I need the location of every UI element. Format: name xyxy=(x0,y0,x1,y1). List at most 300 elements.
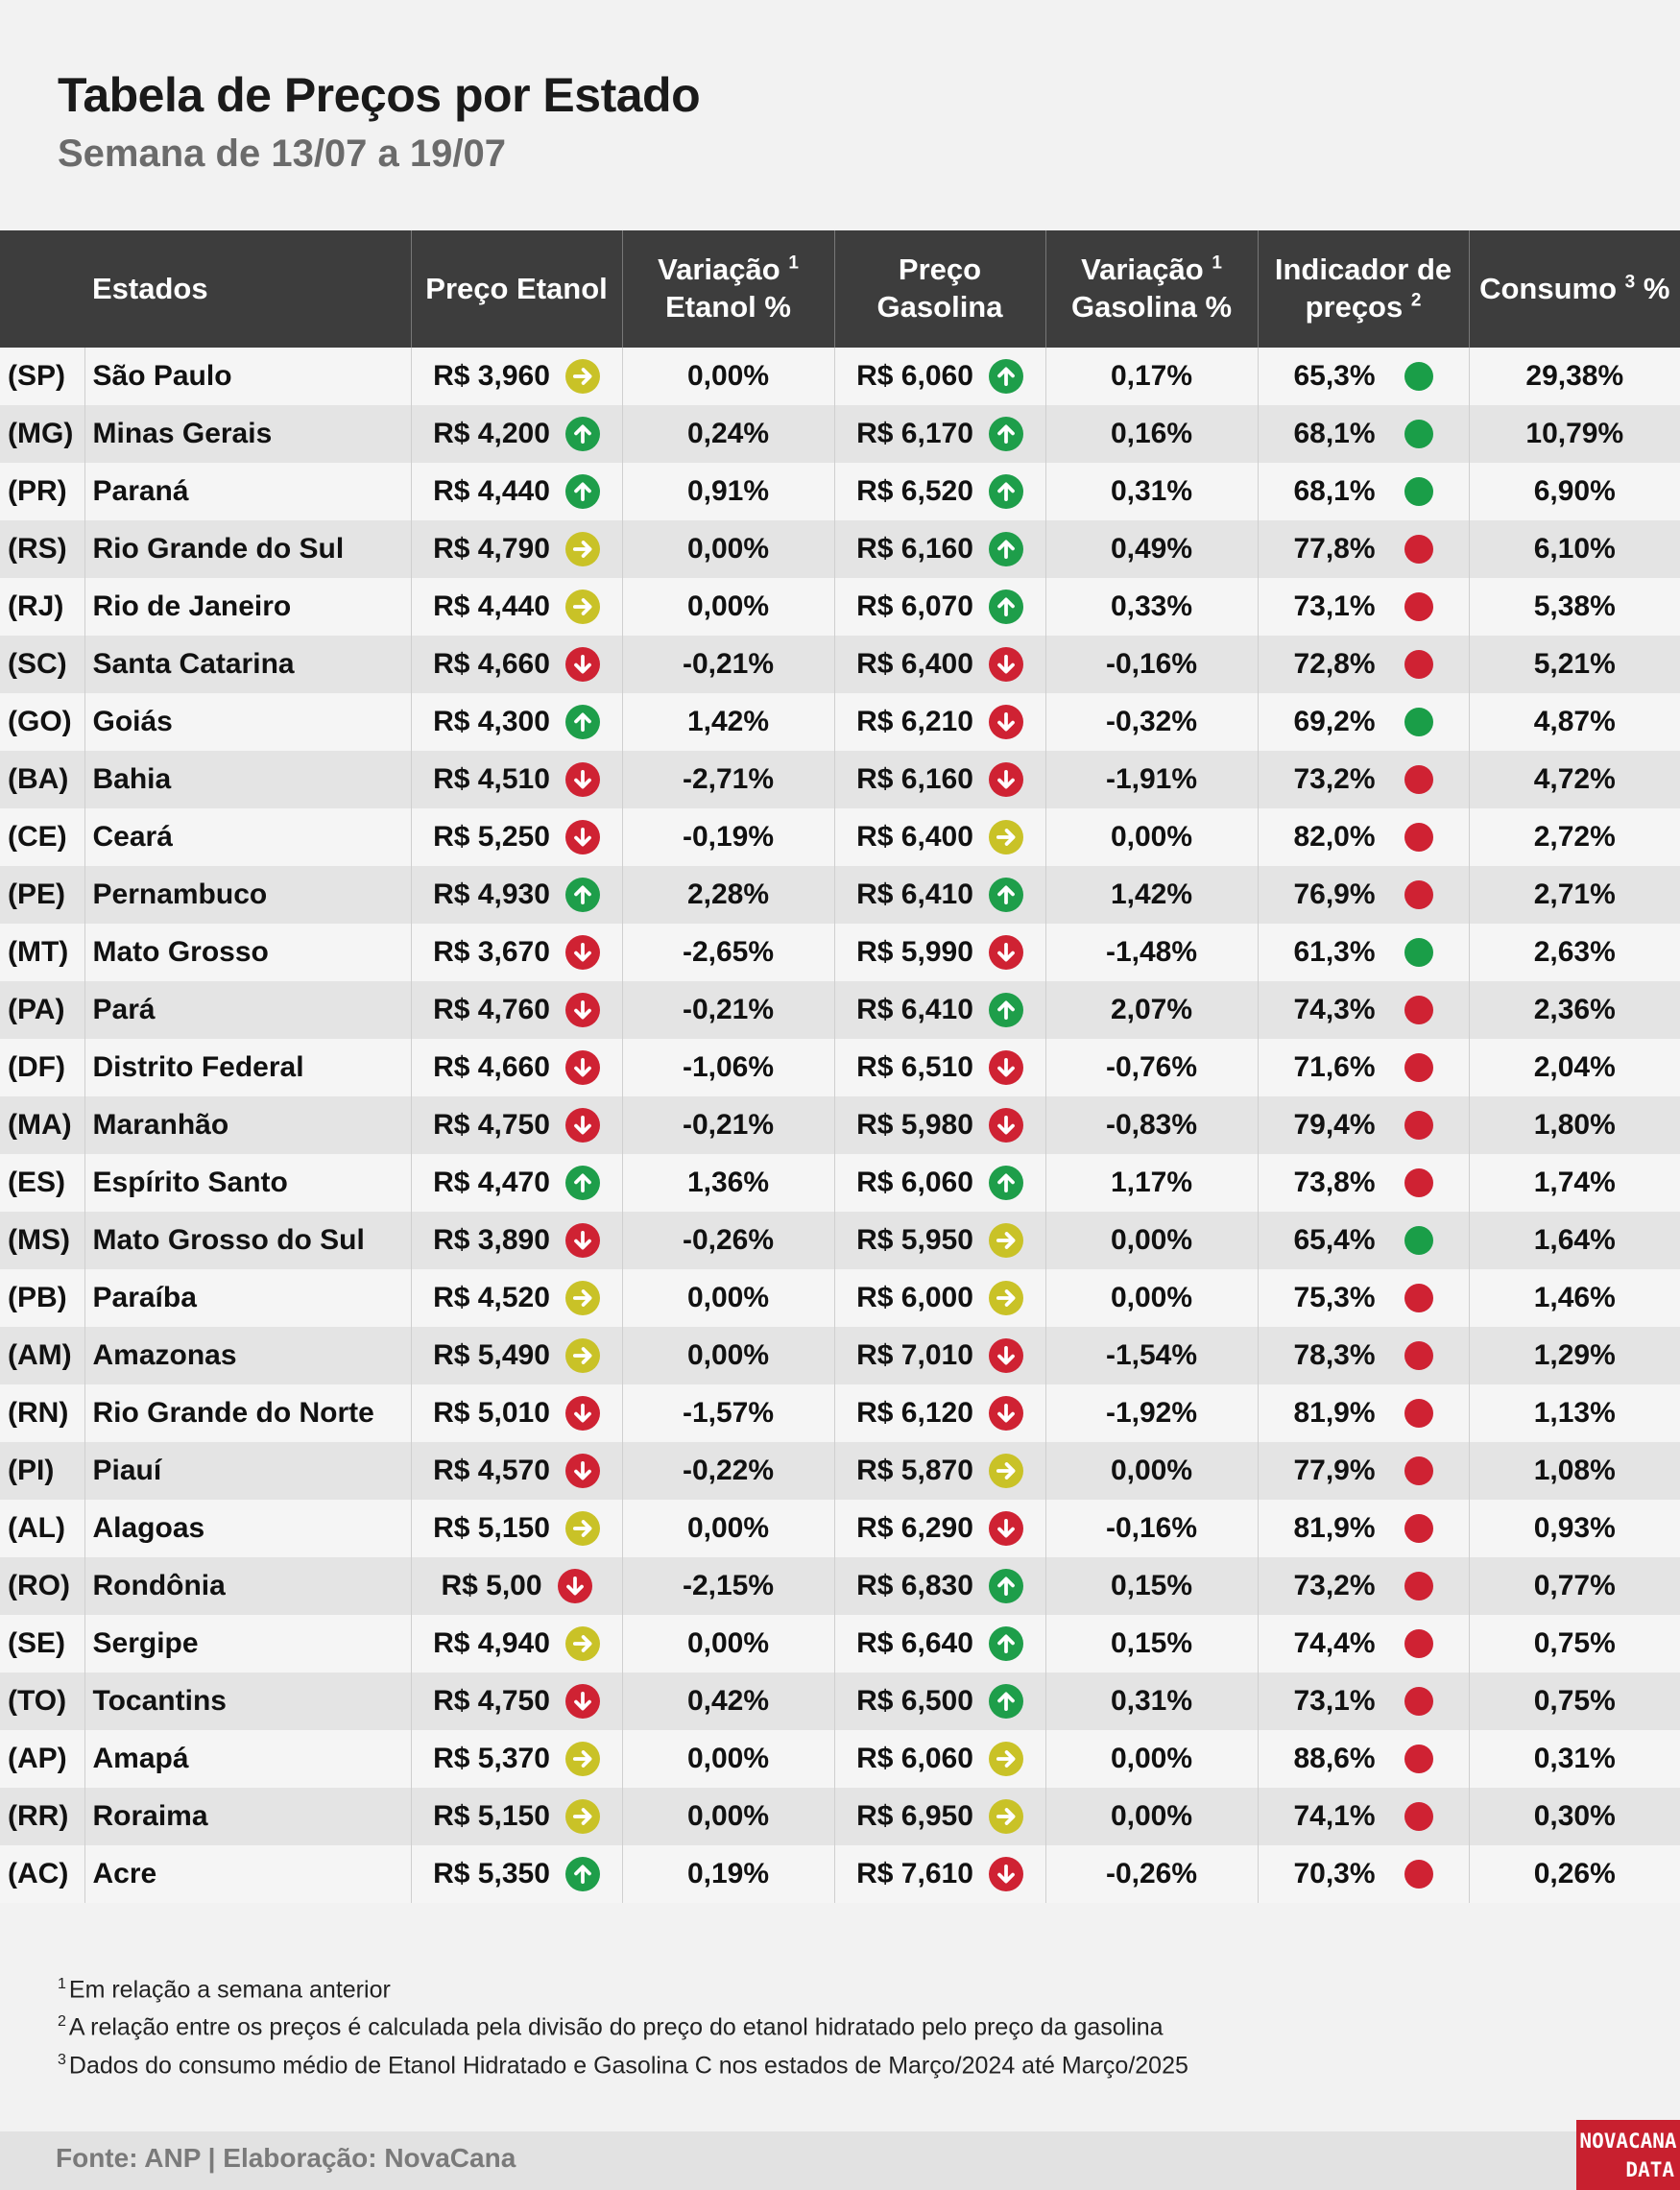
cell-preco-etanol xyxy=(411,348,622,405)
arrow-down-icon xyxy=(565,1223,600,1258)
cell-uf: (RN) xyxy=(0,1384,84,1442)
cell-indicador xyxy=(1258,463,1469,520)
table-row xyxy=(0,1557,1680,1615)
red-dot-icon xyxy=(1404,1456,1433,1485)
red-dot-icon xyxy=(1404,1284,1433,1312)
arrow-down-icon xyxy=(565,993,600,1027)
preco-etanol-value: R$ 4,520 xyxy=(433,1282,550,1313)
red-dot-icon xyxy=(1404,823,1433,852)
cell-uf: (AL) xyxy=(0,1500,84,1557)
indicador-value: 65,3% xyxy=(1293,360,1376,392)
cell-estado: São Paulo xyxy=(84,348,411,405)
cell-variacao-gasolina: 0,00% xyxy=(1045,1788,1258,1845)
preco-etanol-value: R$ 4,660 xyxy=(433,1051,550,1083)
cell-preco-etanol xyxy=(411,1557,622,1615)
arrow-up-icon xyxy=(989,359,1023,394)
cell-estado: Amapá xyxy=(84,1730,411,1788)
cell-uf: (DF) xyxy=(0,1039,84,1096)
indicador-value: 88,6% xyxy=(1293,1743,1376,1774)
cell-estado: Amazonas xyxy=(84,1327,411,1384)
cell-preco-etanol xyxy=(411,1212,622,1269)
indicador-value: 71,6% xyxy=(1293,1051,1376,1083)
cell-preco-etanol xyxy=(411,1442,622,1500)
cell-consumo: 1,08% xyxy=(1469,1442,1680,1500)
arrow-right-icon xyxy=(989,1281,1023,1315)
arrow-down-icon xyxy=(565,820,600,854)
table-row xyxy=(0,463,1680,520)
table-row xyxy=(0,981,1680,1039)
cell-uf: (AM) xyxy=(0,1327,84,1384)
preco-etanol-value: R$ 5,150 xyxy=(433,1800,550,1832)
cell-indicador xyxy=(1258,1096,1469,1154)
cell-consumo: 4,87% xyxy=(1469,693,1680,751)
cell-variacao-gasolina: 0,00% xyxy=(1045,1212,1258,1269)
arrow-down-icon xyxy=(989,647,1023,682)
footnote-text: Dados do consumo médio de Etanol Hidratado e Gasolina C nos estados de Março/2024 até Março/2025 xyxy=(68,2051,1188,2079)
cell-uf: (RO) xyxy=(0,1557,84,1615)
cell-preco-gasolina xyxy=(834,1269,1045,1327)
cell-variacao-etanol: -0,22% xyxy=(622,1442,834,1500)
cell-estado: Roraima xyxy=(84,1788,411,1845)
table-row xyxy=(0,1442,1680,1500)
arrow-down-icon xyxy=(565,935,600,970)
footnote-mark: 3 xyxy=(58,2051,66,2068)
cell-preco-etanol xyxy=(411,405,622,463)
cell-uf: (MS) xyxy=(0,1212,84,1269)
cell-indicador xyxy=(1258,924,1469,981)
cell-estado: Alagoas xyxy=(84,1500,411,1557)
cell-variacao-etanol: 0,91% xyxy=(622,463,834,520)
table-row xyxy=(0,1269,1680,1327)
cell-consumo: 1,13% xyxy=(1469,1384,1680,1442)
red-dot-icon xyxy=(1404,880,1433,909)
red-dot-icon xyxy=(1404,1745,1433,1773)
table-row xyxy=(0,520,1680,578)
cell-uf: (RS) xyxy=(0,520,84,578)
arrow-right-icon xyxy=(989,820,1023,854)
cell-indicador xyxy=(1258,1442,1469,1500)
cell-consumo: 0,30% xyxy=(1469,1788,1680,1845)
arrow-up-icon xyxy=(989,993,1023,1027)
cell-preco-gasolina xyxy=(834,1096,1045,1154)
cell-uf: (GO) xyxy=(0,693,84,751)
cell-consumo: 1,64% xyxy=(1469,1212,1680,1269)
cell-indicador xyxy=(1258,578,1469,636)
cell-preco-gasolina xyxy=(834,1845,1045,1903)
preco-etanol-value: R$ 3,890 xyxy=(433,1224,550,1256)
cell-preco-gasolina xyxy=(834,520,1045,578)
table-row xyxy=(0,924,1680,981)
indicador-value: 77,8% xyxy=(1293,533,1376,565)
cell-preco-gasolina xyxy=(834,693,1045,751)
indicador-value: 81,9% xyxy=(1293,1397,1376,1429)
cell-uf: (RJ) xyxy=(0,578,84,636)
arrow-up-icon xyxy=(989,417,1023,451)
preco-etanol-value: R$ 5,350 xyxy=(433,1858,550,1889)
preco-gasolina-value: R$ 5,870 xyxy=(856,1455,973,1486)
cell-variacao-gasolina: 0,49% xyxy=(1045,520,1258,578)
table-body xyxy=(0,348,1680,1903)
cell-variacao-etanol: 0,42% xyxy=(622,1673,834,1730)
table-row xyxy=(0,693,1680,751)
cell-variacao-etanol: 1,36% xyxy=(622,1154,834,1212)
red-dot-icon xyxy=(1404,592,1433,621)
cell-variacao-gasolina: 0,33% xyxy=(1045,578,1258,636)
arrow-up-icon xyxy=(989,1166,1023,1200)
cell-variacao-etanol: -0,19% xyxy=(622,808,834,866)
table-row xyxy=(0,751,1680,808)
cell-consumo: 10,79% xyxy=(1469,405,1680,463)
cell-variacao-etanol: -1,06% xyxy=(622,1039,834,1096)
arrow-right-icon xyxy=(565,1626,600,1661)
cell-indicador xyxy=(1258,1269,1469,1327)
cell-estado: Rio Grande do Sul xyxy=(84,520,411,578)
cell-variacao-etanol: -2,65% xyxy=(622,924,834,981)
cell-indicador xyxy=(1258,1615,1469,1673)
cell-preco-etanol xyxy=(411,1730,622,1788)
cell-consumo: 4,72% xyxy=(1469,751,1680,808)
cell-preco-etanol xyxy=(411,1615,622,1673)
cell-preco-etanol xyxy=(411,578,622,636)
cell-indicador xyxy=(1258,866,1469,924)
preco-etanol-value: R$ 4,750 xyxy=(433,1109,550,1141)
arrow-right-icon xyxy=(565,1338,600,1373)
cell-preco-etanol xyxy=(411,1845,622,1903)
indicador-value: 74,3% xyxy=(1293,994,1376,1025)
cell-variacao-etanol: -2,71% xyxy=(622,751,834,808)
cell-indicador xyxy=(1258,1557,1469,1615)
cell-preco-gasolina xyxy=(834,1730,1045,1788)
cell-variacao-gasolina: -1,54% xyxy=(1045,1327,1258,1384)
cell-preco-gasolina xyxy=(834,1788,1045,1845)
cell-preco-gasolina xyxy=(834,578,1045,636)
cell-consumo: 6,10% xyxy=(1469,520,1680,578)
cell-estado: Goiás xyxy=(84,693,411,751)
table-row xyxy=(0,1327,1680,1384)
cell-uf: (AC) xyxy=(0,1845,84,1903)
header-consumo xyxy=(1469,230,1680,348)
preco-gasolina-value: R$ 6,950 xyxy=(856,1800,973,1832)
table-row xyxy=(0,1212,1680,1269)
cell-indicador xyxy=(1258,1673,1469,1730)
cell-estado: Sergipe xyxy=(84,1615,411,1673)
preco-gasolina-value: R$ 6,210 xyxy=(856,706,973,737)
cell-variacao-gasolina: 0,17% xyxy=(1045,348,1258,405)
preco-gasolina-value: R$ 6,060 xyxy=(856,1167,973,1198)
preco-gasolina-value: R$ 6,400 xyxy=(856,648,973,680)
arrow-up-icon xyxy=(565,878,600,912)
cell-indicador xyxy=(1258,981,1469,1039)
cell-indicador xyxy=(1258,405,1469,463)
cell-variacao-etanol: 0,00% xyxy=(622,520,834,578)
cell-preco-gasolina xyxy=(834,1673,1045,1730)
red-dot-icon xyxy=(1404,1053,1433,1082)
header-estados xyxy=(0,230,411,348)
cell-preco-gasolina xyxy=(834,866,1045,924)
cell-indicador xyxy=(1258,1500,1469,1557)
cell-variacao-etanol: -0,21% xyxy=(622,981,834,1039)
green-dot-icon xyxy=(1404,938,1433,967)
arrow-up-icon xyxy=(565,417,600,451)
cell-consumo: 1,80% xyxy=(1469,1096,1680,1154)
cell-preco-etanol xyxy=(411,520,622,578)
preco-gasolina-value: R$ 6,120 xyxy=(856,1397,973,1429)
cell-preco-gasolina xyxy=(834,1212,1045,1269)
cell-consumo: 6,90% xyxy=(1469,463,1680,520)
cell-estado: Rio Grande do Norte xyxy=(84,1384,411,1442)
cell-uf: (MA) xyxy=(0,1096,84,1154)
cell-consumo: 5,38% xyxy=(1469,578,1680,636)
cell-consumo: 2,36% xyxy=(1469,981,1680,1039)
cell-uf: (AP) xyxy=(0,1730,84,1788)
cell-preco-gasolina xyxy=(834,1384,1045,1442)
cell-variacao-etanol: 0,00% xyxy=(622,578,834,636)
table-row xyxy=(0,1096,1680,1154)
table-row xyxy=(0,1845,1680,1903)
arrow-down-icon xyxy=(565,1050,600,1085)
cell-estado: Maranhão xyxy=(84,1096,411,1154)
header-consumo-unit: % xyxy=(1643,271,1670,305)
cell-indicador xyxy=(1258,520,1469,578)
cell-uf: (BA) xyxy=(0,751,84,808)
preco-etanol-value: R$ 4,470 xyxy=(433,1167,550,1198)
cell-variacao-gasolina: -1,48% xyxy=(1045,924,1258,981)
cell-preco-etanol xyxy=(411,463,622,520)
cell-estado: Pernambuco xyxy=(84,866,411,924)
arrow-down-icon xyxy=(989,1108,1023,1143)
table-row xyxy=(0,1154,1680,1212)
arrow-right-icon xyxy=(565,1742,600,1776)
footnote-mark: 3 xyxy=(1624,272,1636,293)
table-row xyxy=(0,1788,1680,1845)
arrow-up-icon xyxy=(989,590,1023,624)
cell-uf: (SC) xyxy=(0,636,84,693)
cell-indicador xyxy=(1258,348,1469,405)
cell-consumo: 0,31% xyxy=(1469,1730,1680,1788)
red-dot-icon xyxy=(1404,1860,1433,1889)
arrow-up-icon xyxy=(565,1166,600,1200)
cell-variacao-gasolina: -1,91% xyxy=(1045,751,1258,808)
indicador-value: 73,1% xyxy=(1293,590,1376,622)
arrow-down-icon xyxy=(565,1454,600,1488)
preco-gasolina-value: R$ 6,070 xyxy=(856,590,973,622)
arrow-up-icon xyxy=(565,474,600,509)
cell-variacao-etanol: -1,57% xyxy=(622,1384,834,1442)
cell-variacao-gasolina: -0,83% xyxy=(1045,1096,1258,1154)
cell-estado: Piauí xyxy=(84,1442,411,1500)
red-dot-icon xyxy=(1404,1802,1433,1831)
indicador-value: 81,9% xyxy=(1293,1512,1376,1544)
preco-etanol-value: R$ 4,440 xyxy=(433,590,550,622)
cell-uf: (PA) xyxy=(0,981,84,1039)
cell-uf: (MG) xyxy=(0,405,84,463)
cell-indicador xyxy=(1258,693,1469,751)
indicador-value: 69,2% xyxy=(1293,706,1376,737)
cell-variacao-gasolina: 0,00% xyxy=(1045,1730,1258,1788)
arrow-up-icon xyxy=(565,705,600,739)
cell-uf: (RR) xyxy=(0,1788,84,1845)
cell-uf: (ES) xyxy=(0,1154,84,1212)
cell-estado: Espírito Santo xyxy=(84,1154,411,1212)
cell-estado: Ceará xyxy=(84,808,411,866)
red-dot-icon xyxy=(1404,650,1433,679)
preco-gasolina-value: R$ 5,990 xyxy=(856,936,973,968)
cell-preco-gasolina xyxy=(834,1039,1045,1096)
footnote-mark: 2 xyxy=(1410,290,1422,311)
cell-indicador xyxy=(1258,1039,1469,1096)
cell-variacao-gasolina: -0,32% xyxy=(1045,693,1258,751)
cell-variacao-gasolina: 0,15% xyxy=(1045,1557,1258,1615)
footnote xyxy=(58,2006,1188,2043)
table-row xyxy=(0,1673,1680,1730)
indicador-value: 73,2% xyxy=(1293,1570,1376,1601)
cell-estado: Paraná xyxy=(84,463,411,520)
cell-preco-gasolina xyxy=(834,405,1045,463)
red-dot-icon xyxy=(1404,1341,1433,1370)
cell-consumo: 29,38% xyxy=(1469,348,1680,405)
arrow-down-icon xyxy=(989,1338,1023,1373)
cell-indicador xyxy=(1258,1154,1469,1212)
preco-etanol-value: R$ 5,250 xyxy=(433,821,550,853)
preco-etanol-value: R$ 4,760 xyxy=(433,994,550,1025)
header-variacao-gasolina-line2: Gasolina % xyxy=(1070,290,1233,324)
cell-indicador xyxy=(1258,1788,1469,1845)
arrow-right-icon xyxy=(989,1223,1023,1258)
preco-etanol-value: R$ 4,790 xyxy=(433,533,550,565)
cell-consumo: 0,26% xyxy=(1469,1845,1680,1903)
arrow-right-icon xyxy=(565,1281,600,1315)
cell-variacao-gasolina: -0,76% xyxy=(1045,1039,1258,1096)
indicador-value: 76,9% xyxy=(1293,878,1376,910)
cell-preco-etanol xyxy=(411,981,622,1039)
cell-preco-etanol xyxy=(411,1500,622,1557)
cell-preco-gasolina xyxy=(834,1154,1045,1212)
arrow-down-icon xyxy=(989,1511,1023,1546)
preco-gasolina-value: R$ 6,830 xyxy=(856,1570,973,1601)
footnote xyxy=(58,2044,1188,2082)
cell-preco-gasolina xyxy=(834,348,1045,405)
green-dot-icon xyxy=(1404,477,1433,506)
preco-etanol-value: R$ 5,150 xyxy=(433,1512,550,1544)
preco-etanol-value: R$ 5,490 xyxy=(433,1339,550,1371)
cell-preco-gasolina xyxy=(834,463,1045,520)
preco-etanol-value: R$ 4,300 xyxy=(433,706,550,737)
cell-consumo: 2,04% xyxy=(1469,1039,1680,1096)
cell-variacao-etanol: 1,42% xyxy=(622,693,834,751)
cell-preco-etanol xyxy=(411,1327,622,1384)
preco-gasolina-value: R$ 6,160 xyxy=(856,533,973,565)
cell-consumo: 2,71% xyxy=(1469,866,1680,924)
preco-gasolina-value: R$ 6,160 xyxy=(856,763,973,795)
cell-uf: (MT) xyxy=(0,924,84,981)
cell-preco-etanol xyxy=(411,693,622,751)
cell-uf: (PR) xyxy=(0,463,84,520)
cell-variacao-etanol: -0,21% xyxy=(622,636,834,693)
cell-preco-etanol xyxy=(411,1154,622,1212)
arrow-up-icon xyxy=(989,474,1023,509)
cell-variacao-gasolina: 0,00% xyxy=(1045,1269,1258,1327)
arrow-down-icon xyxy=(989,762,1023,797)
preco-gasolina-value: R$ 6,640 xyxy=(856,1627,973,1659)
arrow-up-icon xyxy=(989,1626,1023,1661)
cell-variacao-gasolina: 0,31% xyxy=(1045,1673,1258,1730)
preco-gasolina-value: R$ 6,060 xyxy=(856,360,973,392)
table-row xyxy=(0,1384,1680,1442)
footnote-text: Em relação a semana anterior xyxy=(68,1976,391,2004)
indicador-value: 73,8% xyxy=(1293,1167,1376,1198)
arrow-up-icon xyxy=(989,1684,1023,1719)
indicador-value: 82,0% xyxy=(1293,821,1376,853)
table-row xyxy=(0,808,1680,866)
cell-preco-gasolina xyxy=(834,1442,1045,1500)
preco-etanol-value: R$ 5,370 xyxy=(433,1743,550,1774)
header-preco-gasolina: Preço Gasolina xyxy=(834,230,1045,348)
cell-preco-gasolina xyxy=(834,924,1045,981)
preco-gasolina-value: R$ 6,500 xyxy=(856,1685,973,1717)
cell-preco-etanol xyxy=(411,808,622,866)
cell-preco-etanol xyxy=(411,1384,622,1442)
preco-gasolina-value: R$ 6,520 xyxy=(856,475,973,507)
cell-estado: Paraíba xyxy=(84,1269,411,1327)
header-variacao-etanol-line1: Variação xyxy=(658,253,780,287)
table-row xyxy=(0,1730,1680,1788)
cell-consumo: 0,75% xyxy=(1469,1673,1680,1730)
cell-preco-gasolina xyxy=(834,1500,1045,1557)
cell-consumo: 0,75% xyxy=(1469,1615,1680,1673)
cell-estado: Pará xyxy=(84,981,411,1039)
arrow-up-icon xyxy=(989,878,1023,912)
cell-estado: Mato Grosso xyxy=(84,924,411,981)
preco-gasolina-value: R$ 6,060 xyxy=(856,1743,973,1774)
preco-etanol-value: R$ 4,440 xyxy=(433,475,550,507)
footnote xyxy=(58,1968,1188,2006)
cell-variacao-gasolina: 0,15% xyxy=(1045,1615,1258,1673)
header-indicador-line2: preços xyxy=(1305,290,1404,324)
cell-preco-gasolina xyxy=(834,751,1045,808)
cell-preco-gasolina xyxy=(834,808,1045,866)
indicador-value: 77,9% xyxy=(1293,1455,1376,1486)
cell-preco-etanol xyxy=(411,1039,622,1096)
cell-consumo: 0,93% xyxy=(1469,1500,1680,1557)
cell-uf: (TO) xyxy=(0,1673,84,1730)
cell-uf: (PB) xyxy=(0,1269,84,1327)
table-row xyxy=(0,348,1680,405)
red-dot-icon xyxy=(1404,996,1433,1024)
indicador-value: 70,3% xyxy=(1293,1858,1376,1889)
logo-line2: DATA xyxy=(1625,2157,1674,2181)
indicador-value: 78,3% xyxy=(1293,1339,1376,1371)
cell-estado: Tocantins xyxy=(84,1673,411,1730)
preco-etanol-value: R$ 3,670 xyxy=(433,936,550,968)
red-dot-icon xyxy=(1404,765,1433,794)
cell-variacao-gasolina: 2,07% xyxy=(1045,981,1258,1039)
cell-variacao-etanol: 0,00% xyxy=(622,348,834,405)
cell-variacao-etanol: 0,00% xyxy=(622,1788,834,1845)
cell-variacao-etanol: -0,21% xyxy=(622,1096,834,1154)
preco-gasolina-value: R$ 5,980 xyxy=(856,1109,973,1141)
cell-estado: Bahia xyxy=(84,751,411,808)
cell-variacao-gasolina: -0,16% xyxy=(1045,636,1258,693)
red-dot-icon xyxy=(1404,535,1433,564)
indicador-value: 73,2% xyxy=(1293,763,1376,795)
footnote-mark: 1 xyxy=(1212,253,1222,274)
cell-preco-gasolina xyxy=(834,636,1045,693)
preco-gasolina-value: R$ 5,950 xyxy=(856,1224,973,1256)
footnote-mark: 1 xyxy=(788,253,799,274)
header-variacao-etanol-line2: Etanol % xyxy=(665,290,791,324)
cell-indicador xyxy=(1258,808,1469,866)
cell-estado: Santa Catarina xyxy=(84,636,411,693)
